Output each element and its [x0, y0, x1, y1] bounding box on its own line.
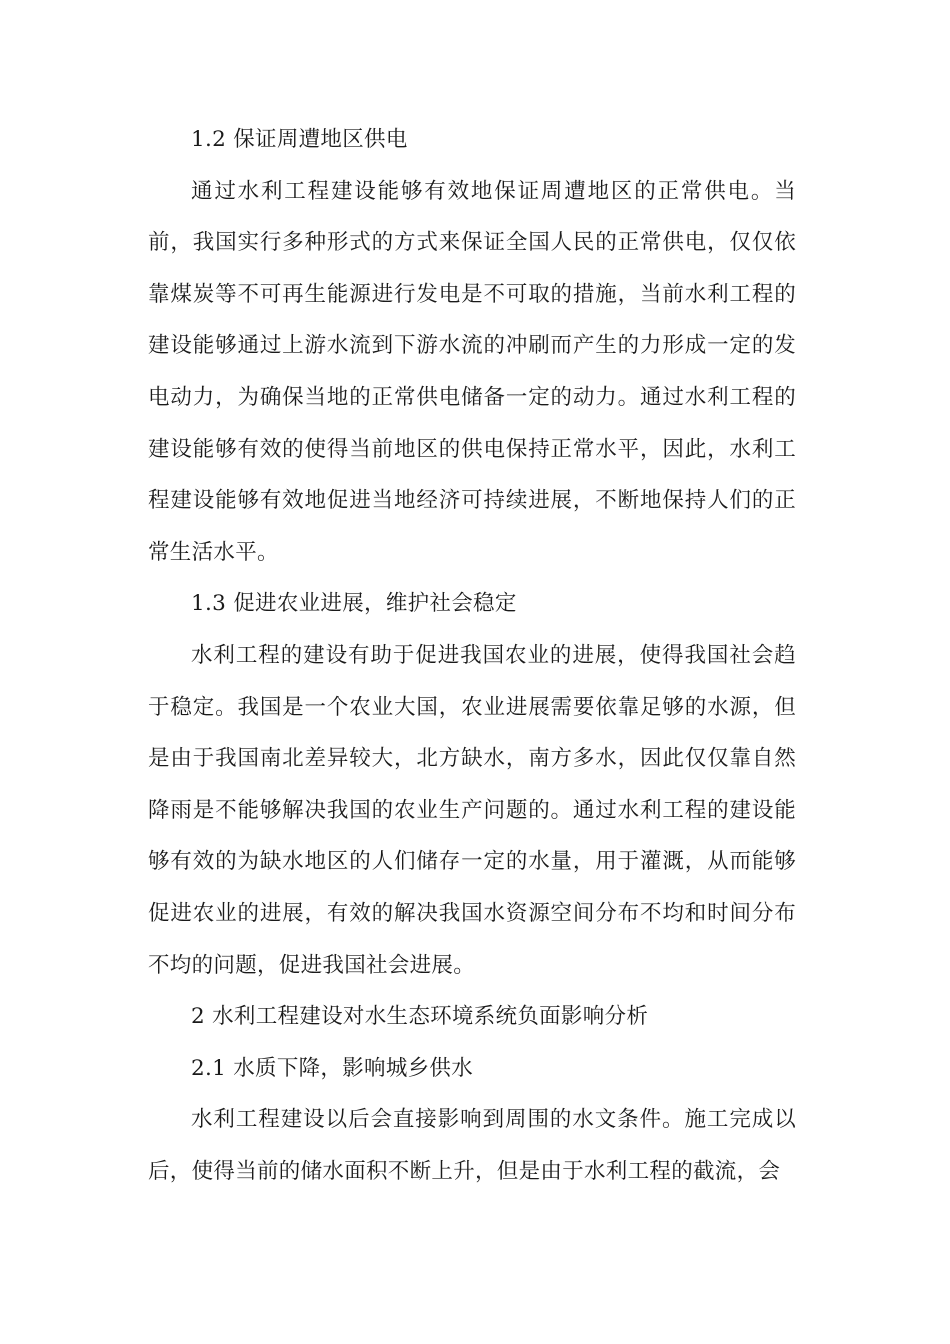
section-heading-2-1: 2.1 水质下降，影响城乡供水: [191, 1055, 474, 1081]
section-heading-2: 2 水利工程建设对水生态环境系统负面影响分析: [191, 1004, 649, 1030]
section-heading-1-3: 1.3 促进农业进展，维护社会稳定: [191, 591, 517, 617]
section-heading-1-2: 1.2 保证周遭地区供电: [191, 127, 408, 152]
document-body: [148, 114, 796, 1197]
body-paragraph: 水利工程的建设有助于促进我国农业的进展，使得我国社会趋于稳定。我国是一个农业大国，农业进展需要依靠足够的水源，但是由于我国南北差异较大，北方缺水，南方多水，因此仅仅靠自然降雨是不能够解决我国的农业生产问题的。通过水利工程的建设能够有效的为缺水地区的人们储存一定的水量，用于灌溉，从而能够促进农业的进展，有效的解决我国水资源空间分布不均和时间分布不均的问题，促进我国社会进展。: [148, 642, 796, 978]
body-paragraph: 水利工程建设以后会直接影响到周围的水文条件。施工完成以后，使得当前的储水面积不断上升，但是由于水利工程的截流，会: [148, 1107, 796, 1184]
body-paragraph: 通过水利工程建设能够有效地保证周遭地区的正常供电。当前，我国实行多种形式的方式来保证全国人民的正常供电，仅仅依靠煤炭等不可再生能源进行发电是不可取的措施，当前水利工程的建设能够通过上游水流到下游水流的冲刷而产生的力形成一定的发电动力，为确保当地的正常供电储备一定的动力。通过水利工程的建设能够有效的使得当前地区的供电保持正常水平，因此，水利工程建设能够有效地促进当地经济可持续进展，不断地保持人们的正常生活水平。: [148, 178, 796, 565]
